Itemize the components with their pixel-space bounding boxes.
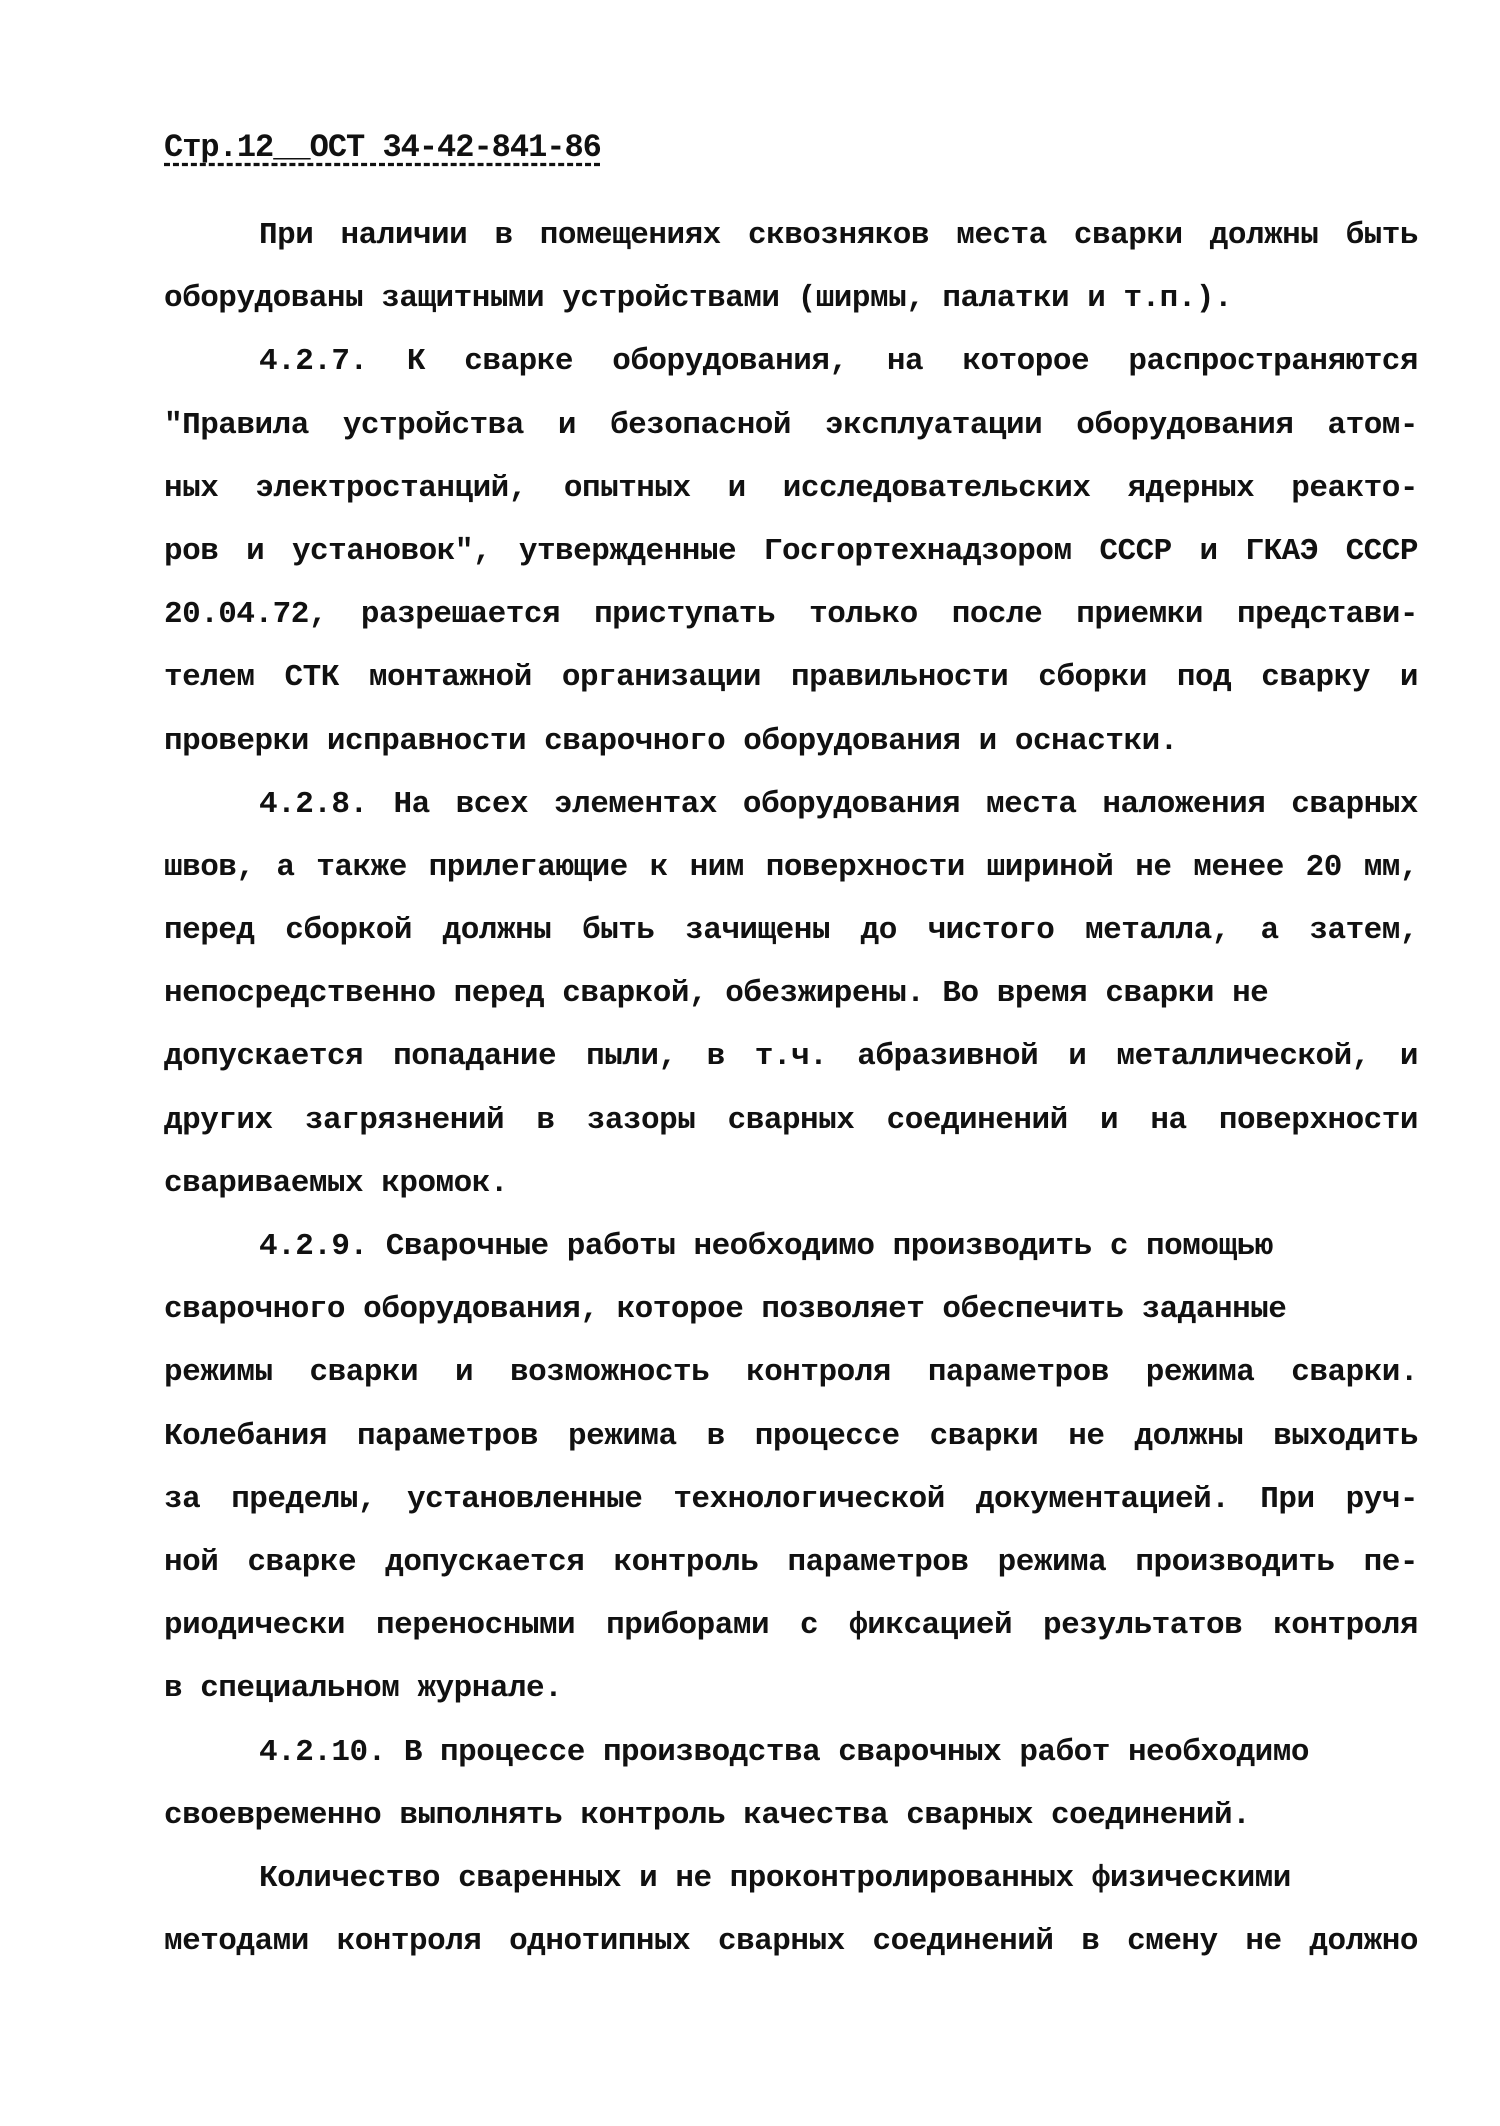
text-line: риодически переносными приборами с фиксацией результатов контроля xyxy=(164,1608,1418,1644)
text-line: допускается попадание пыли, в т.ч. абразивной и металлической, и xyxy=(164,1039,1418,1075)
text-line: за пределы, установленные технологической документацией. При руч- xyxy=(164,1481,1418,1517)
text-line: сварочного оборудования, которое позволяет обеспечить заданные xyxy=(164,1292,1287,1328)
text-line: швов, а также прилегающие к ним поверхности шириной не менее 20 мм, xyxy=(164,849,1418,885)
text-line: ных электростанций, опытных и исследовательских ядерных реакто- xyxy=(164,470,1418,506)
text-line: Колебания параметров режима в процессе сварки не должны выходить xyxy=(164,1418,1418,1454)
text-line: Количество сваренных и не проконтролированных физическими xyxy=(259,1860,1291,1896)
text-line: ров и установок", утвержденные Госгортехнадзором СССР и ГКАЭ СССР xyxy=(164,533,1418,569)
text-line: свариваемых кромок. xyxy=(164,1165,508,1201)
text-line: 20.04.72, разрешается приступать только после приемки представи- xyxy=(164,597,1418,633)
text-line: своевременно выполнять контроль качества сварных соединений. xyxy=(164,1797,1251,1833)
document-body xyxy=(164,204,1418,1973)
text-line: "Правила устройства и безопасной эксплуатации оборудования атом- xyxy=(164,407,1418,443)
text-line: 4.2.10. В процессе производства сварочных работ необходимо xyxy=(259,1734,1309,1770)
text-line: режимы сварки и возможность контроля параметров режима сварки. xyxy=(164,1355,1418,1391)
text-line: проверки исправности сварочного оборудования и оснастки. xyxy=(164,723,1178,759)
text-line: других загрязнений в зазоры сварных соединений и на поверхности xyxy=(164,1102,1418,1138)
text-line: ной сварке допускается контроль параметров режима производить пе- xyxy=(164,1544,1418,1580)
text-line: 4.2.7. К сварке оборудования, на которое распространяются xyxy=(259,344,1418,380)
text-line: телем СТК монтажной организации правильности сборки под сварку и xyxy=(164,660,1418,696)
page-header: Стр.12__ОСТ 34-42-841-86 xyxy=(164,129,601,166)
text-line: оборудованы защитными устройствами (ширмы, палатки и т.п.). xyxy=(164,281,1233,317)
text-line: непосредственно перед сваркой, обезжирены. Во время сварки не xyxy=(164,976,1269,1012)
text-line: перед сборкой должны быть зачищены до чистого металла, а затем, xyxy=(164,913,1418,949)
text-line: 4.2.8. На всех элементах оборудования места наложения сварных xyxy=(259,786,1418,822)
text-line: 4.2.9. Сварочные работы необходимо производить с помощью xyxy=(259,1229,1273,1264)
text-line: методами контроля однотипных сварных соединений в смену не должно xyxy=(164,1924,1418,1960)
text-line: в специальном журнале. xyxy=(164,1671,563,1707)
text-line: При наличии в помещениях сквозняков места сварки должны быть xyxy=(259,218,1418,253)
